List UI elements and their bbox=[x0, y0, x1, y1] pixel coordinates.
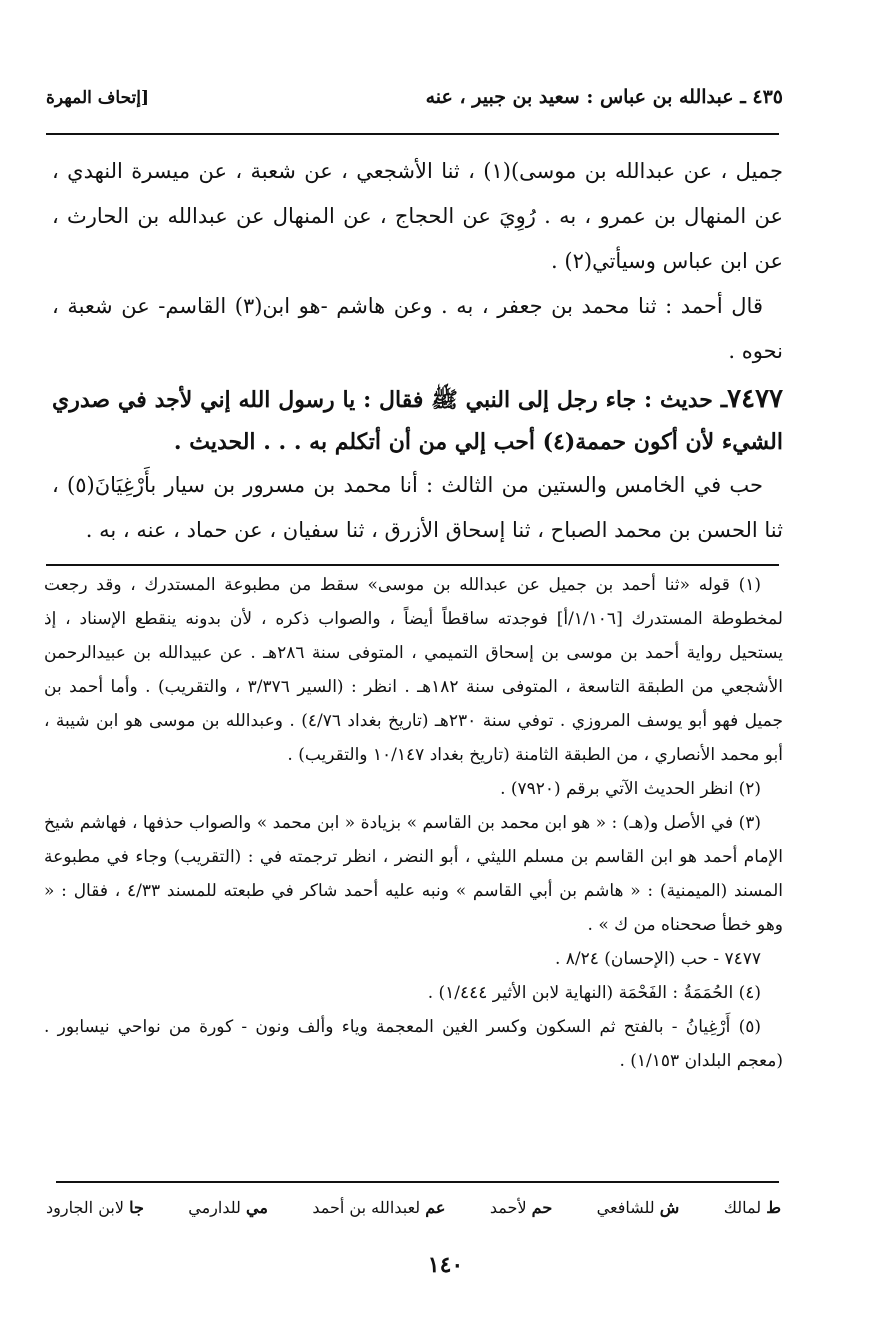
siglum-key: ط bbox=[766, 1198, 781, 1217]
siglum-item bbox=[597, 1198, 680, 1224]
siglum-value: للدارمي bbox=[188, 1198, 241, 1217]
siglum-item bbox=[724, 1198, 781, 1224]
chapter-title: ٤٣٥ ـ عبدالله بن عباس : سعيد بن جبير ، عنه bbox=[425, 86, 783, 108]
siglum-key: عم bbox=[425, 1198, 446, 1217]
siglum-key: جا bbox=[129, 1198, 144, 1217]
siglum-key: حم bbox=[531, 1198, 553, 1217]
running-header bbox=[46, 86, 783, 116]
sigla-legend bbox=[46, 1198, 781, 1224]
footnote-1: (١) قوله «ثنا أحمد بن جميل عن عبدالله بن موسى» سقط من مطبوعة المستدرك ، وقد رجعت لمخطوطة المستدرك [١/١٠٦/أ] فوجدته ساقطاً أيضاً ، والصواب ذكره ، لأن بدونه ينقطع الإسناد ، إذ يستحيل رواية أحمد بن موسى بن إسحاق التميمي ، المتوفى سنة ٢٨٦هـ . عن عبيدالله بن عبيدالرحمن الأشجعي من الطبقة التاسعة ، المتوفى سنة ١٨٢هـ . انظر : (السير ٣/٣٧٦ ، والتقريب) . وأما أحمد بن جميل فهو أبو يوسف المروزي . توفي سنة ٢٣٠هـ (تاريخ بغداد ٤/٧٦) . وعبدالله بن موسى هو ابن شيبة ، أبو محمد الأنصاري ، من الطبقة الثامنة (تاريخ بغداد ١٠/١٤٧ والتقريب) . bbox=[44, 575, 784, 765]
siglum-item bbox=[490, 1198, 552, 1224]
body-paragraph-2: قال أحمد : ثنا محمد بن جعفر ، به . وعن هاشم -هو ابن(٣) القاسم- عن شعبة ، نحوه . bbox=[52, 294, 783, 363]
footnote-4: (٤) الحُمَمَةُ : الفَحْمَة (النهاية لابن الأثير ١/٤٤٤) . bbox=[427, 983, 761, 1003]
siglum-value: للشافعي bbox=[596, 1198, 655, 1217]
footnote-3: (٣) في الأصل و(هـ) : « هو ابن محمد بن القاسم » بزيادة « ابن محمد » والصواب حذفها ، فهاشم شيخ الإمام أحمد هو ابن القاسم بن مسلم الليثي ، أبو النضر ، انظر ترجمته في : (التقريب) وجاء في مطبوعة المسند (الميمنية) : « هاشم بن أبي القاسم » ونبه عليه أحمد شاكر في طبعته للمسند ٤/٣٣ ، فقال : « وهو خطأ صححناه من ك » . bbox=[44, 813, 783, 935]
siglum-item bbox=[312, 1198, 445, 1224]
siglum-key: ش bbox=[659, 1198, 680, 1217]
footnote-hadith-ref: ٧٤٧٧ - حب (الإحسان) ٨/٢٤ . bbox=[554, 949, 761, 969]
siglum-value: لمالك bbox=[723, 1198, 762, 1217]
page-number: ١٤٠ bbox=[427, 1252, 464, 1278]
hadith-entry bbox=[52, 378, 783, 463]
body-paragraph-1: جميل ، عن عبدالله بن موسى)(١) ، ثنا الأشجعي ، عن شعبة ، عن ميسرة النهدي ، عن المنهال بن عمرو ، به . رُوِيَ عن الحجاج ، عن المنهال عن عبدالله بن الحارث ، عن ابن عباس وسيأتي(٢) . bbox=[52, 159, 783, 273]
siglum-key: مي bbox=[246, 1198, 268, 1217]
siglum-value: لأحمد bbox=[489, 1198, 527, 1217]
siglum-item bbox=[46, 1198, 144, 1224]
sigla-rule bbox=[56, 1181, 779, 1183]
main-text bbox=[52, 149, 783, 553]
book-title: [إتحاف المهرة bbox=[46, 88, 150, 108]
footnote-2: (٢) انظر الحديث الآتي برقم (٧٩٢٠) . bbox=[500, 779, 761, 799]
siglum-item bbox=[188, 1198, 268, 1224]
siglum-value: لعبدالله بن أحمد bbox=[312, 1198, 421, 1217]
siglum-value: لابن الجارود bbox=[46, 1198, 124, 1217]
hadith-number: ٧٤٧٧ bbox=[727, 384, 783, 414]
isnad-paragraph: حب في الخامس والستين من الثالث : أنا محمد بن مسرور بن سيار بأَرْغِيَانَ(٥) ، ثنا الحسن بن محمد الصباح ، ثنا إسحاق الأزرق ، ثنا سفيان ، عن حماد ، عنه ، به . bbox=[52, 473, 783, 542]
footnote-5: (٥) أَرْغِيانُ - بالفتح ثم السكون وكسر الغين المعجمة وياء وألف ونون - كورة من نواحي نيسابور . (معجم البلدان ١/١٥٣) . bbox=[44, 1017, 783, 1071]
footnote-rule bbox=[46, 564, 779, 566]
footnotes bbox=[44, 568, 783, 1078]
header-rule bbox=[46, 133, 779, 135]
hadith-text: ـ حديث : جاء رجل إلى النبي ﷺ فقال : يا رسول الله إني لأجد في صدري الشيء لأن أكون حممة(٤) أحب إلي من أن أتكلم به . . . الحديث . bbox=[52, 387, 783, 455]
